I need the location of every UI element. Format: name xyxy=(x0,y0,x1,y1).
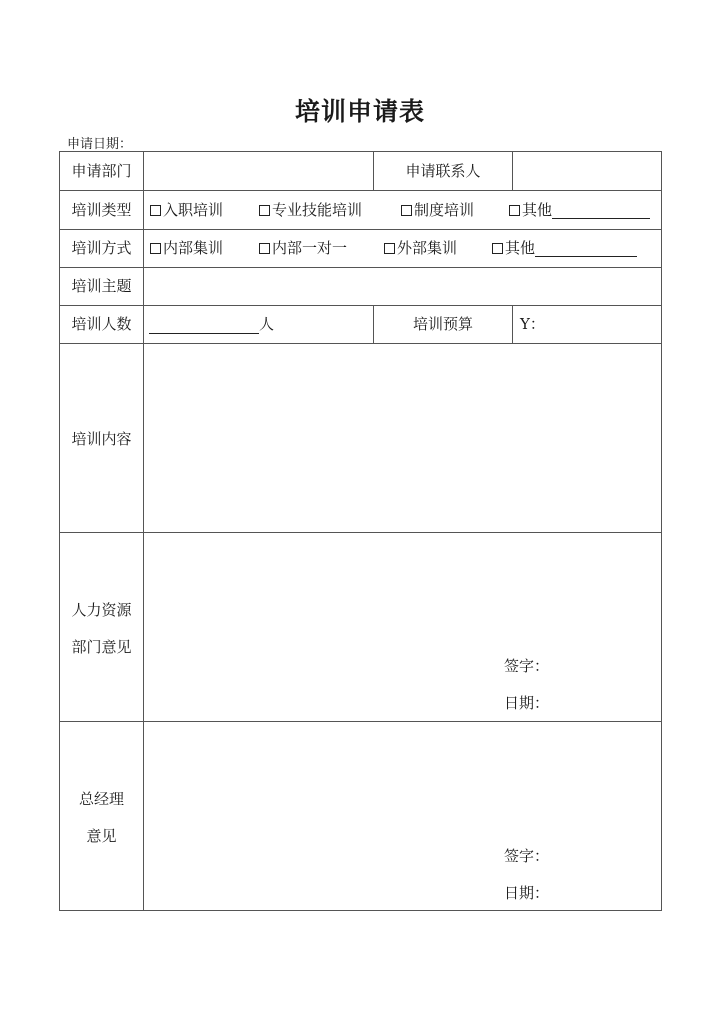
type-option-skills[interactable] xyxy=(259,200,362,220)
gm-label-line2: 意见 xyxy=(86,827,117,845)
budget-currency-label: Y： xyxy=(520,315,545,333)
count-unit: 人 xyxy=(259,315,275,333)
dept-label: 申请部门 xyxy=(71,162,132,180)
count-blank-line[interactable] xyxy=(149,317,259,334)
option-label: 其他 xyxy=(505,239,536,257)
method-option-internal-group[interactable] xyxy=(150,238,223,258)
option-label: 制度培训 xyxy=(414,201,475,219)
checkbox-icon[interactable] xyxy=(509,205,520,216)
hr-opinion-field[interactable] xyxy=(144,533,661,720)
contact-value-field[interactable] xyxy=(513,152,661,189)
checkbox-icon[interactable] xyxy=(259,205,270,216)
cell-divider xyxy=(512,305,513,343)
checkbox-icon[interactable] xyxy=(150,243,161,254)
gm-date-label: 日期： xyxy=(504,884,550,902)
option-label: 专业技能培训 xyxy=(272,201,363,219)
topic-value-field[interactable] xyxy=(144,268,661,304)
count-field[interactable] xyxy=(149,314,274,334)
gm-sign-label: 签字： xyxy=(504,847,550,865)
content-label: 培训内容 xyxy=(71,430,132,448)
method-option-external-group[interactable] xyxy=(384,238,457,258)
dept-value-field[interactable] xyxy=(144,152,372,189)
content-value-field[interactable] xyxy=(144,344,661,531)
gm-opinion-field[interactable] xyxy=(144,722,661,910)
hr-sign-label: 签字： xyxy=(504,657,550,675)
checkbox-icon[interactable] xyxy=(150,205,161,216)
other-blank-line[interactable] xyxy=(535,240,637,257)
hr-label-line1: 人力资源 xyxy=(71,601,132,619)
method-label: 培训方式 xyxy=(71,239,132,257)
option-label: 内部集训 xyxy=(163,239,224,257)
checkbox-icon[interactable] xyxy=(259,243,270,254)
checkbox-icon[interactable] xyxy=(401,205,412,216)
type-option-policy[interactable] xyxy=(401,200,474,220)
contact-label: 申请联系人 xyxy=(405,162,481,180)
other-blank-line[interactable] xyxy=(552,202,650,219)
checkbox-icon[interactable] xyxy=(492,243,503,254)
topic-label: 培训主题 xyxy=(71,277,132,295)
option-label: 入职培训 xyxy=(163,201,224,219)
type-option-onboarding[interactable] xyxy=(150,200,223,220)
option-label: 内部一对一 xyxy=(272,239,348,257)
budget-label: 培训预算 xyxy=(412,315,473,333)
row-divider xyxy=(60,305,661,306)
method-option-other[interactable] xyxy=(492,238,637,258)
type-label: 培训类型 xyxy=(71,201,132,219)
gm-label-line1: 总经理 xyxy=(78,790,124,808)
option-label: 外部集训 xyxy=(397,239,458,257)
row-divider xyxy=(60,229,661,230)
count-label: 培训人数 xyxy=(71,315,132,333)
apply-date-label: 申请日期： xyxy=(67,137,133,152)
form-title: 培训申请表 xyxy=(294,97,425,126)
option-label: 其他 xyxy=(522,201,553,219)
method-option-one-on-one[interactable] xyxy=(259,238,347,258)
hr-date-label: 日期： xyxy=(504,694,550,712)
row-divider xyxy=(60,190,661,191)
type-option-other[interactable] xyxy=(509,200,650,220)
training-application-form xyxy=(59,151,662,911)
checkbox-icon[interactable] xyxy=(384,243,395,254)
hr-label-line2: 部门意见 xyxy=(71,638,132,656)
